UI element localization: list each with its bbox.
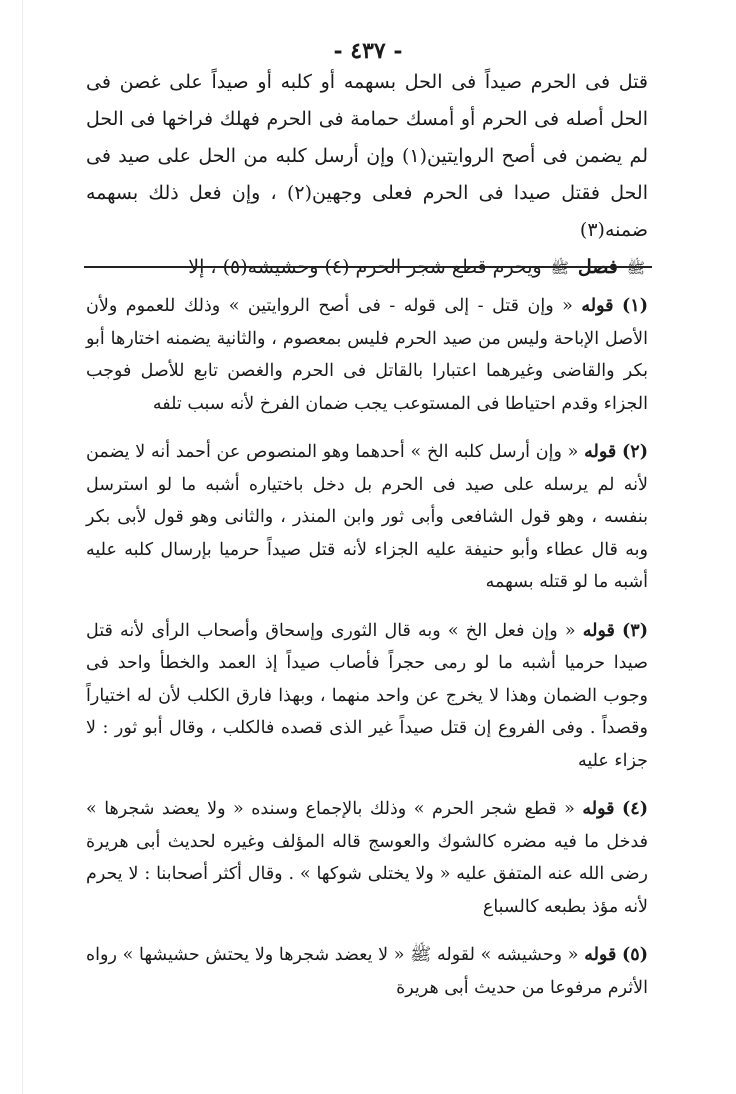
footnote-head: قوله [582,620,615,641]
footnote-4 [86,793,648,923]
fasl-text: ويحرم قطع شجر الحرم (٤) وحشيشه(٥) ، إلا [188,256,542,278]
footnote-2 [86,436,648,599]
footnote-head: قوله [584,442,617,462]
section-heading-fasl: فصل [577,256,618,278]
footnote-number: (٢) [622,442,648,462]
footnote-text: « وإن قتل - إلى قوله - فى أصح الروايتين » وذلك للعموم ولأن الأصل الإباحة وليس من صيد الحرم فليس بمعصوم ، والثانية يضمنه اختارها أبو بكر والقاضى وغيرهما اعتبارا بالقاتل فى الحرم والغصن تابع للأصل فوجب الجزاء وقدم احتياطا فى المستوعب يجب ضمان الفرخ لأنه سبب تلفه [86,296,648,414]
footnote-divider [84,266,652,268]
footnote-text: « وإن فعل الخ » وبه قال الثورى وإسحاق وأصحاب الرأى لأنه قتل صيدا حرميا أشبه ما لو رمى حجراً فأصاب صيداً إذ العمد والخطأ واحد فى وجوب الضمان وهذا لا يخرج عن واحد منهما ، وبهذا فارق الكلب لأن له اختياراً وقصداً . وفى الفروع إن قتل صيداً غير الذى قصده فالكلب ، وقال أبو ثور : لا جزاء عليه [86,620,648,771]
footnote-number: (٣) [622,620,648,641]
page-number: - ٤٣٧ - [333,38,403,64]
footnote-text: « وحشيشه » لقوله ﷺ « لا يعضد شجرها ولا يحتش حشيشها » رواه الأثرم مرفوعا من حديث أبى هريرة [86,945,648,998]
footnote-text: « وإن أرسل كلبه الخ » أحدهما وهو المنصوص عن أحمد أنه لا يضمن لأنه لم يرسله على صيد فى الحرم بل دخل باختياره أشبه ما لو استرسل بنفسه ، وهو قول الشافعى وأبى ثور وابن المنذر ، والثانى وهو قول لأبى بكر وبه قال عطاء وأبو حنيفة عليه الجزاء لأنه قتل صيداً حرميا بإرسال كلبه عليه أشبه ما لو قتله بسهمه [86,442,648,592]
footnote-1 [86,290,648,420]
ornament-icon: ﷺ [626,259,645,277]
main-text [86,64,648,287]
footnote-5 [86,939,648,1004]
ornament-icon: ﷺ [550,259,569,277]
footnote-head: قوله [584,945,617,965]
footnote-number: (١) [622,296,648,316]
footnote-head: قوله [582,799,615,819]
footnote-number: (٥) [622,945,648,965]
fasl-line [86,249,648,287]
footnote-text: « قطع شجر الحرم » وذلك بالإجماع وسنده « ولا يعضد شجرها » فدخل ما فيه مضره كالشوك والعوسج قاله المؤلف وغيره لحديث أبى هريرة رضى الله عنه المتفق عليه « ولا يختلى شوكها » . وقال أكثر أصحابنا : لا يحرم لأنه مؤذ بطبعه كالسباع [86,799,648,917]
page-edge-line [22,0,23,1094]
main-paragraph: قتل فى الحرم صيداً فى الحل بسهمه أو كلبه أو صيداً على غصن فى الحل أصله فى الحرم أو أمسك حمامة فى الحرم فهلك فراخها فى الحل لم يضمن فى أصح الروايتين(١) وإن أرسل كلبه من الحل على صيد فى الحل فقتل صيدا فى الحرم فعلى وجهين(٢) ، وإن فعل ذلك بسهمه ضمنه(٣) [86,71,648,241]
footnote-head: قوله [581,296,614,316]
footnote-3 [86,615,648,778]
footnotes [86,290,648,1020]
footnote-number: (٤) [622,799,648,819]
